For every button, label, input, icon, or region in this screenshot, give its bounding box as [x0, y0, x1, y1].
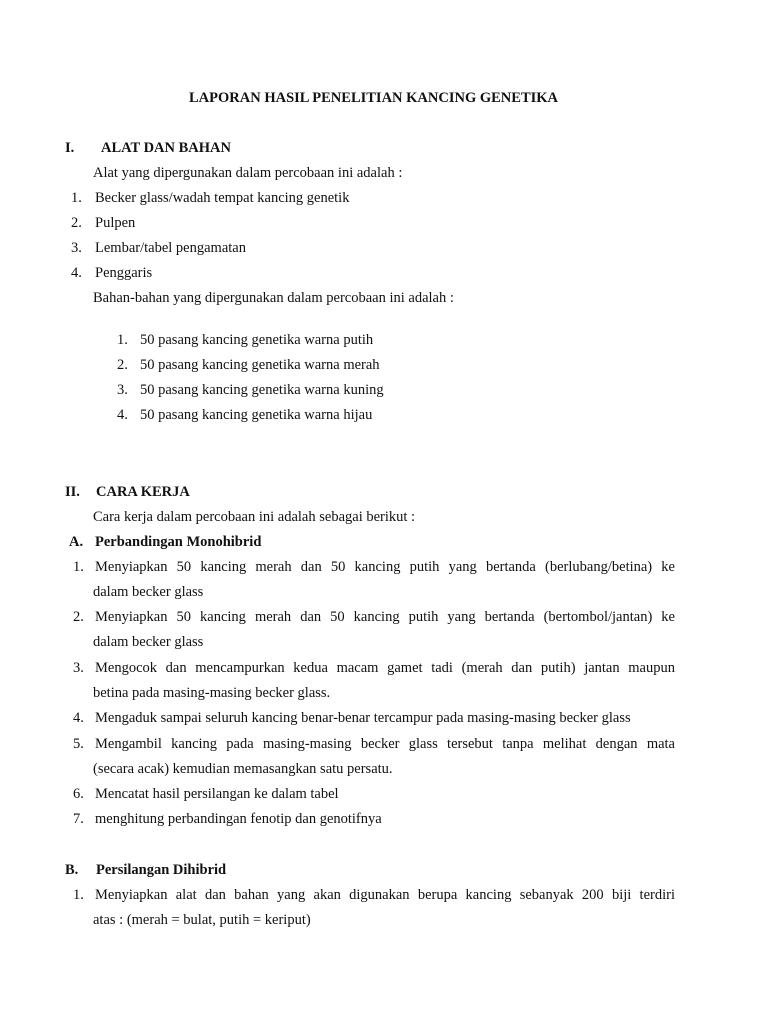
material-item-text: 50 pasang kancing genetika warna merah [140, 357, 380, 373]
step-num: 1. [73, 559, 84, 575]
materials-intro: Bahan-bahan yang dipergunakan dalam percobaan ini adalah : [93, 290, 454, 306]
tool-item-num: 3. [71, 240, 82, 256]
tool-item-text: Pulpen [95, 215, 136, 231]
step-text: menghitung perbandingan fenotip dan genotifnya [95, 811, 382, 827]
material-item-num: 1. [117, 332, 128, 348]
step-text: Menyiapkan 50 kancing merah dan 50 kancing putih yang bertanda (bertombol/jantan) ke [95, 609, 675, 625]
subsection-a-letter: A. [69, 534, 84, 550]
subsection-b-heading: Persilangan Dihibrid [96, 862, 227, 878]
step-num: 2. [73, 609, 84, 625]
material-item-num: 3. [117, 382, 128, 398]
step-text: Mengambil kancing pada masing-masing becker glass tersebut tanpa melihat dengan mata [95, 736, 675, 752]
material-item-num: 2. [117, 357, 128, 373]
step-text-cont: dalam becker glass [93, 584, 204, 600]
step-num: 4. [73, 710, 84, 726]
section-1-numeral: I. [65, 140, 75, 156]
section-2-heading: CARA KERJA [96, 484, 190, 500]
subsection-a-heading: Perbandingan Monohibrid [95, 534, 262, 550]
document-title: LAPORAN HASIL PENELITIAN KANCING GENETIKA [189, 90, 559, 106]
step-text: Menyiapkan 50 kancing merah dan 50 kancing putih yang bertanda (berlubang/betina) ke [95, 559, 675, 575]
procedure-intro: Cara kerja dalam percobaan ini adalah sebagai berikut : [93, 509, 416, 525]
material-item-text: 50 pasang kancing genetika warna kuning [140, 382, 384, 398]
tool-item-text: Becker glass/wadah tempat kancing genetik [95, 190, 350, 206]
step-text-cont: atas : (merah = bulat, putih = keriput) [93, 912, 311, 928]
step-text-cont: dalam becker glass [93, 634, 204, 650]
step-text-cont: (secara acak) kemudian memasangkan satu persatu. [93, 761, 393, 777]
tool-item-text: Penggaris [95, 265, 153, 281]
step-num: 7. [73, 811, 84, 827]
step-text: Menyiapkan alat dan bahan yang akan digunakan berupa kancing sebanyak 200 biji terdiri [95, 887, 675, 903]
step-text-cont: betina pada masing-masing becker glass. [93, 685, 331, 701]
tool-item-num: 1. [71, 190, 82, 206]
step-text: Mengaduk sampai seluruh kancing benar-benar tercampur pada masing-masing becker glass [95, 710, 631, 726]
tool-item-num: 2. [71, 215, 82, 231]
material-item-text: 50 pasang kancing genetika warna putih [140, 332, 374, 348]
step-text: Mencatat hasil persilangan ke dalam tabel [95, 786, 339, 802]
step-num: 1. [73, 887, 84, 903]
step-text: Mengocok dan mencampurkan kedua macam gamet tadi (merah dan putih) jantan maupun [95, 660, 675, 676]
step-num: 5. [73, 736, 84, 752]
step-num: 3. [73, 660, 84, 676]
subsection-b-letter: B. [65, 862, 79, 878]
tools-intro: Alat yang dipergunakan dalam percobaan ini adalah : [93, 165, 403, 181]
material-item-text: 50 pasang kancing genetika warna hijau [140, 407, 373, 423]
section-2-numeral: II. [65, 484, 80, 500]
material-item-num: 4. [117, 407, 128, 423]
tool-item-text: Lembar/tabel pengamatan [95, 240, 246, 256]
tool-item-num: 4. [71, 265, 82, 281]
section-1-heading: ALAT DAN BAHAN [101, 140, 231, 156]
step-num: 6. [73, 786, 84, 802]
